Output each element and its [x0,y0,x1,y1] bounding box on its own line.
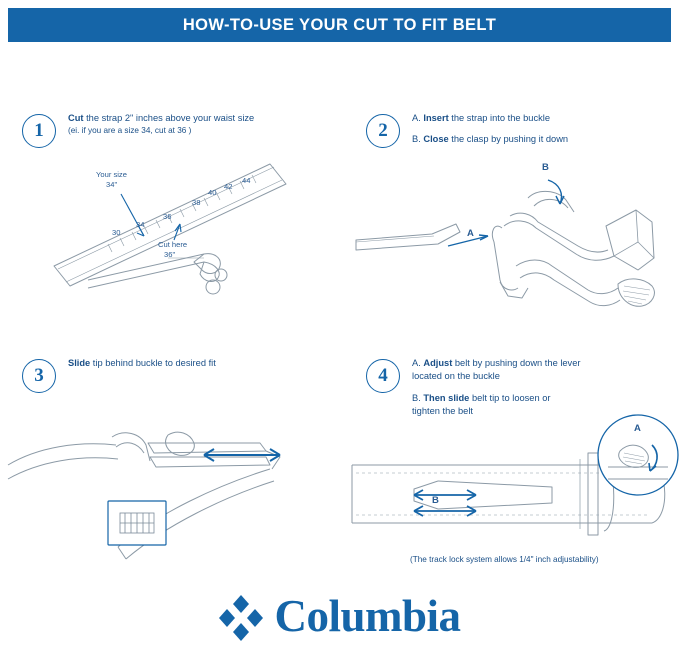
ruler-tick-42: 42 [224,182,233,191]
step-3-text [68,357,336,370]
step-3-keyword: Slide [68,358,91,368]
step-2-illustration [352,162,679,350]
step-4-illustration [352,407,679,595]
step-2-text [412,112,679,147]
columbia-diamond-logo-icon [218,593,264,639]
step-panel-1 [8,110,339,350]
brand-wordmark: Columbia [274,590,461,641]
step-1-line2: (ei. if you are a size 34, cut at 36 ) [68,126,192,136]
step-2-line1-prefix: A. [412,113,424,123]
cut-here-value-label: 36" [164,250,176,259]
page-title: HOW-TO-USE YOUR CUT TO FIT BELT [182,15,497,34]
step-4-line3-prefix: B. [412,392,424,403]
brand-footer [0,576,679,656]
step-4-line1: belt by pushing down the lever [452,358,581,368]
step-2-badge: 2 [366,114,400,148]
step-4-line4: tighten the belt [412,406,473,417]
cut-here-label: Cut here [158,240,188,249]
your-size-value-label: 34" [106,180,118,189]
ruler-tick-30: 30 [112,228,121,237]
step-2-keyword-b: Close [423,134,449,145]
header-banner [8,8,671,42]
step-4-badge: 4 [366,359,400,393]
step-4-keyword-a: Adjust [423,358,453,368]
step-3-illustration [8,407,339,595]
step-panel-4 [352,355,679,595]
step-1-illustration [8,162,339,350]
callout-a-label: A [634,423,641,434]
step-3-badge: 3 [22,359,56,393]
step-1-text [68,112,336,137]
buckle-insert-drawing [352,162,679,350]
step-4-line3: belt tip to loosen or [469,392,551,403]
step-panel-3 [8,355,339,595]
step-4-heading [352,355,679,417]
callout-b-label: B [432,495,439,506]
step-2-heading [352,110,679,166]
step-2-keyword-a: Insert [423,113,449,123]
step-1-heading [8,110,339,166]
step-2-line2: the clasp by pushing it down [448,134,569,145]
ruler-tick-36: 36 [163,212,172,221]
ruler-tick-38: 38 [192,198,201,207]
step-4-line1-prefix: A. [412,358,424,368]
adjust-belt-drawing [352,407,679,595]
step-4-note: (The track lock system allows 1/4" inch adjustability) [410,555,599,564]
callout-a-label: A [467,228,474,239]
step-4-keyword-b: Then slide [423,392,470,403]
step-1-line1: the strap 2" inches above your waist size [83,113,255,123]
step-3-line1: tip behind buckle to desired fit [90,358,216,368]
step-1-badge: 1 [22,114,56,148]
step-panel-2 [352,110,679,350]
step-2-line1: the strap into the buckle [448,113,550,123]
step-4-line2: located on the buckle [412,371,500,382]
ruler-tick-44: 44 [242,176,251,185]
ruler-tick-40: 40 [208,188,217,197]
step-2-line2-prefix: B. [412,134,424,145]
step-1-keyword: Cut [68,113,84,123]
columbia-diamond-logo-svg [218,593,264,639]
steps-grid [8,60,671,564]
callout-b-label: B [542,162,549,173]
ruler-tick-34: 34 [136,220,145,229]
step-3-heading [8,355,339,411]
slide-tip-behind-buckle-drawing [8,407,339,595]
your-size-label: Your size [96,170,127,179]
